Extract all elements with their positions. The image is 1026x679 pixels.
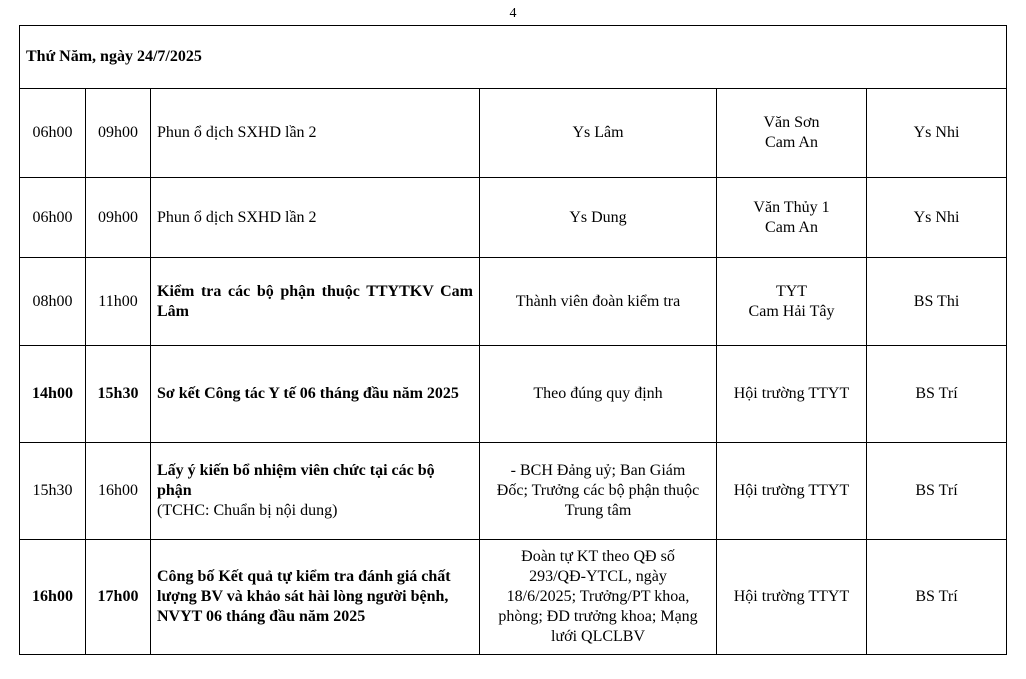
- location-line: Cam An: [765, 218, 818, 236]
- table-row: [20, 540, 1007, 655]
- location-line: TYT: [775, 282, 808, 300]
- end-time: 16h00: [86, 443, 151, 540]
- start-time: 06h00: [20, 178, 86, 258]
- activity-content: Phun ổ dịch SXHD lần 2: [151, 89, 480, 178]
- end-time: 11h00: [86, 258, 151, 346]
- activity-content: Kiểm tra các bộ phận thuộc TTYTKV Cam Lâm: [151, 258, 480, 346]
- end-time: 09h00: [86, 178, 151, 258]
- lead-person: BS Trí: [867, 540, 1007, 655]
- location-line: Hội trường TTYT: [733, 588, 850, 605]
- location: [717, 258, 867, 346]
- day-header: Thứ Năm, ngày 24/7/2025: [20, 26, 1007, 89]
- lead-person: BS Trí: [867, 346, 1007, 443]
- participants: [480, 540, 717, 655]
- lead-person: BS Thi: [867, 258, 1007, 346]
- activity-content: Phun ổ dịch SXHD lần 2: [151, 178, 480, 258]
- page-number: 4: [509, 6, 517, 21]
- lead-person: Ys Nhi: [867, 178, 1007, 258]
- participants: [480, 89, 717, 178]
- end-time: 09h00: [86, 89, 151, 178]
- activity-note: (TCHC: Chuẩn bị nội dung): [157, 502, 338, 519]
- start-time: 15h30: [20, 443, 86, 540]
- lead-person: Ys Nhi: [867, 89, 1007, 178]
- table-row: [20, 258, 1007, 346]
- participants-line: Ys Lâm: [572, 124, 624, 141]
- participants-line: Theo đúng quy định: [533, 385, 663, 402]
- participants-line: lưới QLCLBV: [550, 628, 646, 645]
- table-row: [20, 443, 1007, 540]
- schedule-table: [19, 25, 1007, 655]
- participants-line: 18/6/2025; Trưởng/PT khoa,: [506, 588, 690, 605]
- participants-line: - BCH Đảng uỷ; Ban Giám: [510, 462, 686, 479]
- location-line: Văn Thủy 1: [753, 198, 830, 216]
- participants-line: 293/QĐ-YTCL, ngày: [529, 568, 667, 585]
- participants-line: Trung tâm: [564, 502, 632, 519]
- end-time: 17h00: [86, 540, 151, 655]
- table-row: [20, 346, 1007, 443]
- participants: [480, 258, 717, 346]
- start-time: 08h00: [20, 258, 86, 346]
- location-line: Cam Hải Tây: [748, 302, 835, 320]
- participants: [480, 178, 717, 258]
- activity-title: Lấy ý kiến bổ nhiệm viên chức tại các bộ phận: [157, 462, 435, 499]
- lead-person: BS Trí: [867, 443, 1007, 540]
- location: [717, 443, 867, 540]
- start-time: 06h00: [20, 89, 86, 178]
- participants-line: Đoàn tự KT theo QĐ số: [521, 548, 675, 565]
- location-line: Văn Sơn: [763, 114, 820, 131]
- location: [717, 346, 867, 443]
- participants: [480, 346, 717, 443]
- start-time: 14h00: [20, 346, 86, 443]
- participants: [480, 443, 717, 540]
- location: [717, 89, 867, 178]
- location-line: Cam An: [765, 134, 818, 151]
- location-line: Hội trường TTYT: [733, 385, 850, 402]
- participants-line: Thành viên đoàn kiểm tra: [515, 292, 681, 310]
- participants-line: Đốc; Trưởng các bộ phận thuộc: [496, 482, 700, 499]
- activity-content: Sơ kết Công tác Y tế 06 tháng đầu năm 2025: [151, 346, 480, 443]
- participants-line: Ys Dung: [569, 208, 627, 226]
- table-row: [20, 178, 1007, 258]
- day-header-row: [20, 26, 1007, 89]
- start-time: 16h00: [20, 540, 86, 655]
- participants-line: phòng; ĐD trưởng khoa; Mạng: [498, 608, 698, 625]
- location-line: Hội trường TTYT: [733, 482, 850, 499]
- location: [717, 178, 867, 258]
- activity-content: [151, 443, 480, 540]
- end-time: 15h30: [86, 346, 151, 443]
- location: [717, 540, 867, 655]
- table-row: [20, 89, 1007, 178]
- activity-content: Công bố Kết quả tự kiểm tra đánh giá chất lượng BV và khảo sát hài lòng người bệnh, NVYT 06 tháng đầu năm 2025: [151, 540, 480, 655]
